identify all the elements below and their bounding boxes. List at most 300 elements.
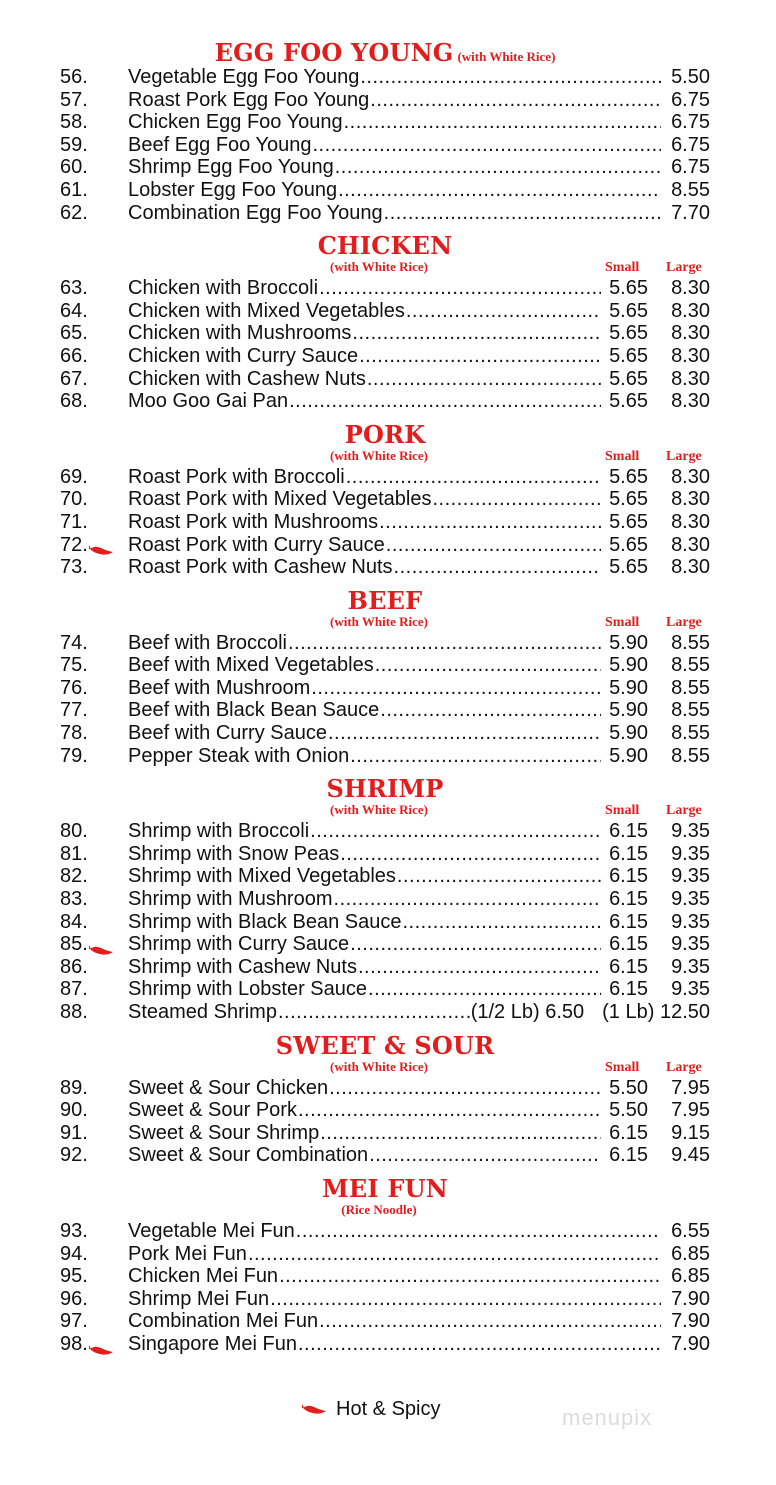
menu-item-row (60, 1265, 710, 1288)
small-column-header: Small (605, 448, 640, 464)
menu-item-row (60, 1243, 710, 1266)
menu-section (60, 419, 710, 579)
item-number (60, 978, 128, 1001)
item-number-text: 92. (60, 1144, 88, 1167)
item-number (60, 466, 128, 489)
item-price: 7.90 (671, 1332, 710, 1355)
item-name: Sweet & Sour Shrimp (128, 1121, 320, 1144)
menu-item-row (60, 1122, 710, 1145)
menu-item-row (60, 933, 710, 956)
small-price: 6.15 (609, 820, 648, 843)
dot-leader (394, 556, 601, 579)
dot-leader (369, 1144, 601, 1167)
small-price: 5.90 (609, 744, 648, 767)
watermark: menupix (562, 1405, 653, 1430)
item-price: 7.90 (671, 1287, 710, 1310)
large-price: 8.55 (671, 744, 710, 767)
section-header (60, 419, 710, 466)
item-name: Shrimp with Broccoli (128, 820, 310, 843)
item-number (60, 1001, 128, 1024)
small-price: 5.65 (609, 367, 648, 390)
menu-item-row (60, 134, 710, 157)
item-name: Roast Pork with Broccoli (128, 465, 345, 488)
half-pound-price: (1/2 Lb) 6.50 (470, 1001, 585, 1023)
item-name: Beef with Mushroom (128, 676, 311, 699)
large-price: 8.55 (671, 699, 710, 722)
item-price: 8.55 (671, 178, 710, 201)
large-price: 8.30 (671, 556, 710, 579)
item-number-text: 93. (60, 1219, 88, 1242)
item-name: Shrimp with Mixed Vegetables (128, 865, 396, 888)
small-price: 5.90 (609, 722, 648, 745)
item-number (60, 1243, 128, 1266)
menu-item-row (60, 699, 710, 722)
small-price: 5.65 (609, 322, 648, 345)
item-name: Sweet & Sour Combination (128, 1144, 369, 1167)
section-header (60, 40, 710, 66)
large-price: 8.30 (671, 390, 710, 413)
item-number-text: 74. (60, 631, 88, 654)
item-number (60, 277, 128, 300)
item-number-text: 60. (60, 156, 88, 179)
menu-item-row (60, 556, 710, 579)
menu-section (60, 1030, 710, 1167)
item-number (60, 345, 128, 368)
item-number (60, 1099, 128, 1122)
menu-item-row (60, 956, 710, 979)
large-price: 9.35 (671, 933, 710, 956)
item-name: Vegetable Egg Foo Young (128, 66, 360, 88)
spicy-legend (302, 1398, 440, 1421)
dot-leader (406, 300, 601, 323)
item-number (60, 956, 128, 979)
menu-item-row (60, 745, 710, 768)
section-title: PORK (344, 419, 426, 449)
menu-item-row (60, 156, 710, 179)
item-name: Beef with Curry Sauce (128, 722, 327, 745)
item-name: Shrimp Mei Fun (128, 1287, 270, 1310)
item-name: Steamed Shrimp (128, 1001, 277, 1023)
item-number-text: 97. (60, 1310, 88, 1333)
large-price: 8.55 (671, 631, 710, 654)
dot-leader (279, 1265, 661, 1288)
item-name: Chicken with Mixed Vegetables (128, 299, 405, 322)
section-title: SWEET & SOUR (275, 1030, 495, 1060)
item-name: Pepper Steak with Onion (128, 744, 350, 767)
item-price: 6.85 (671, 1242, 710, 1265)
item-number (60, 677, 128, 700)
large-column-header: Large (666, 1059, 702, 1075)
dot-leader (298, 1099, 601, 1122)
dot-leader (368, 978, 601, 1001)
item-name: Sweet & Sour Pork (128, 1099, 297, 1122)
small-price: 5.65 (609, 299, 648, 322)
menu-item-row (60, 345, 710, 368)
section-header (60, 1030, 710, 1077)
menu-item-row (60, 1333, 710, 1356)
dot-leader (358, 956, 601, 979)
section-subtitle: (Rice Noodle) (341, 1201, 417, 1217)
dot-leader (397, 865, 601, 888)
legend-text: Hot & Spicy (336, 1398, 441, 1420)
dot-leader (386, 534, 601, 557)
dot-leader (338, 179, 661, 202)
menu-item-row (60, 322, 710, 345)
small-price: 5.50 (609, 1099, 648, 1122)
large-price: 8.30 (671, 367, 710, 390)
item-number (60, 66, 128, 89)
section-title: SHRIMP (326, 774, 444, 804)
small-price: 5.65 (609, 533, 648, 556)
section-title: EGG FOO YOUNG (214, 38, 454, 67)
menu-section (60, 1173, 710, 1356)
dot-leader (346, 466, 601, 489)
large-price: 8.30 (671, 277, 710, 300)
item-price: 6.75 (671, 111, 710, 134)
item-name: Chicken with Cashew Nuts (128, 367, 366, 390)
item-number (60, 1077, 128, 1100)
menu-item-row (60, 1077, 710, 1100)
item-number (60, 933, 128, 956)
large-price: 9.35 (671, 842, 710, 865)
dot-leader (335, 156, 661, 179)
small-price: 5.90 (609, 654, 648, 677)
item-number (60, 511, 128, 534)
dot-leader (352, 322, 601, 345)
item-name: Shrimp with Curry Sauce (128, 933, 350, 956)
small-price: 5.90 (609, 631, 648, 654)
menu-section (60, 776, 710, 1023)
dot-leader (340, 843, 601, 866)
section-title: CHICKEN (317, 231, 453, 261)
menu-item-row (60, 277, 710, 300)
chili-pepper-icon (89, 940, 113, 950)
item-number (60, 888, 128, 911)
menu-item-row (60, 1220, 710, 1243)
small-price: 6.15 (609, 955, 648, 978)
item-number (60, 111, 128, 134)
section-subtitle: (with White Rice) (330, 613, 428, 629)
menu-item-row (60, 179, 710, 202)
item-number-text: 64. (60, 299, 88, 322)
large-price: 9.35 (671, 978, 710, 1001)
item-number-text: 67. (60, 367, 88, 390)
chili-pepper-icon (89, 1340, 113, 1350)
item-number (60, 1288, 128, 1311)
item-name: Chicken with Broccoli (128, 277, 319, 300)
large-price: 8.30 (671, 299, 710, 322)
item-name: Roast Pork with Mixed Vegetables (128, 488, 432, 511)
menu-item-row (60, 511, 710, 534)
small-price: 6.15 (609, 888, 648, 911)
dot-leader (320, 1122, 601, 1145)
small-price: 5.65 (609, 488, 648, 511)
item-number-text: 62. (60, 201, 88, 224)
section-header (60, 776, 710, 820)
item-number-text: 95. (60, 1265, 88, 1288)
small-price: 6.15 (609, 842, 648, 865)
item-number-text: 96. (60, 1287, 88, 1310)
item-price: 7.90 (671, 1310, 710, 1333)
menu-item-row (60, 488, 710, 511)
item-number (60, 1265, 128, 1288)
small-price: 6.15 (609, 1144, 648, 1167)
item-name: Roast Pork with Curry Sauce (128, 533, 385, 556)
small-price: 5.65 (609, 465, 648, 488)
item-price: 6.75 (671, 133, 710, 156)
menu-item-row (60, 654, 710, 677)
dot-leader (298, 1333, 661, 1356)
dot-leader (367, 368, 601, 391)
item-number-text: 66. (60, 344, 88, 367)
menu-item-row (60, 1310, 710, 1333)
section-header (60, 585, 710, 632)
item-number (60, 820, 128, 843)
item-name: Shrimp with Cashew Nuts (128, 955, 357, 978)
large-price: 8.55 (671, 676, 710, 699)
item-name: Chicken with Curry Sauce (128, 344, 359, 367)
item-name: Chicken Mei Fun (128, 1265, 279, 1288)
small-price: 5.50 (609, 1076, 648, 1099)
item-number (60, 390, 128, 413)
item-number (60, 322, 128, 345)
menu-item-row (60, 111, 710, 134)
menu-item-row (60, 722, 710, 745)
item-number (60, 1333, 128, 1356)
item-name: Moo Goo Gai Pan (128, 390, 289, 413)
item-number (60, 89, 128, 112)
full-pound-price: (1 Lb) 12.50 (602, 1001, 710, 1023)
dot-leader (310, 820, 601, 843)
item-name: Singapore Mei Fun (128, 1332, 297, 1355)
section-subtitle: (with White Rice) (330, 1058, 428, 1074)
menu-item-row (60, 911, 710, 934)
chili-pepper-icon (302, 1404, 328, 1416)
large-price: 9.45 (671, 1144, 710, 1167)
item-number-text: 91. (60, 1121, 88, 1144)
item-number-text: 58. (60, 111, 88, 134)
item-number (60, 745, 128, 768)
item-number (60, 556, 128, 579)
chili-pepper-icon (89, 540, 113, 550)
item-number-text: 56. (60, 66, 88, 88)
dot-leader (402, 911, 601, 934)
small-price: 5.65 (609, 510, 648, 533)
item-number-text: 65. (60, 322, 88, 345)
small-column-header: Small (605, 803, 640, 819)
item-name: Beef with Mixed Vegetables (128, 654, 374, 677)
item-name: Beef Egg Foo Young (128, 133, 312, 156)
section-subtitle: (with White Rice) (457, 49, 556, 64)
item-number-text: 59. (60, 133, 88, 156)
menu-item-row (60, 368, 710, 391)
dot-leader (370, 89, 661, 112)
dot-leader (375, 654, 601, 677)
menu-item-row (60, 843, 710, 866)
large-price: 8.55 (671, 722, 710, 745)
item-number (60, 1122, 128, 1145)
dot-leader (288, 632, 601, 655)
item-number-text: 69. (60, 465, 88, 488)
item-number-text: 57. (60, 88, 88, 111)
small-price: 5.65 (609, 556, 648, 579)
item-number (60, 843, 128, 866)
menu-item-row (60, 1288, 710, 1311)
dot-leader (360, 66, 661, 89)
item-name: Chicken with Mushrooms (128, 322, 352, 345)
dot-leader (380, 699, 601, 722)
item-number-text: 72. (60, 533, 88, 556)
dot-leader (328, 722, 601, 745)
menu-item-row (60, 820, 710, 843)
menu-item-row (60, 66, 710, 89)
item-name: Shrimp with Lobster Sauce (128, 978, 368, 1001)
dot-leader (319, 277, 601, 300)
item-name: Combination Egg Foo Young (128, 201, 383, 224)
small-price: 5.90 (609, 699, 648, 722)
small-price: 6.15 (609, 910, 648, 933)
menu-item-row (60, 978, 710, 1001)
item-number (60, 534, 128, 557)
menu-item-row (60, 865, 710, 888)
large-column-header: Large (666, 803, 702, 819)
item-price: 6.75 (671, 88, 710, 111)
dot-leader (350, 745, 601, 768)
item-name: Combination Mei Fun (128, 1310, 319, 1333)
item-name: Roast Pork with Mushrooms (128, 510, 379, 533)
item-number-text: 76. (60, 676, 88, 699)
dot-leader (289, 390, 601, 413)
small-price: 6.15 (609, 933, 648, 956)
menu-item-row (60, 390, 710, 413)
small-price: 5.65 (609, 277, 648, 300)
item-number (60, 300, 128, 323)
item-name: Beef with Black Bean Sauce (128, 699, 380, 722)
item-name: Beef with Broccoli (128, 631, 287, 654)
menu-item-row (60, 677, 710, 700)
item-price: 6.55 (671, 1219, 710, 1242)
small-price: 6.15 (609, 978, 648, 1001)
section-title: MEI FUN (322, 1173, 448, 1203)
item-number (60, 722, 128, 745)
item-number-text: 94. (60, 1242, 88, 1265)
item-number-text: 78. (60, 722, 88, 745)
small-price: 5.90 (609, 676, 648, 699)
small-column-header: Small (605, 1059, 640, 1075)
item-number (60, 134, 128, 157)
menu-item-row (60, 1144, 710, 1167)
small-column-header: Small (605, 260, 640, 276)
large-price: 8.30 (671, 344, 710, 367)
menu-page (60, 40, 710, 1365)
item-name: Vegetable Mei Fun (128, 1219, 295, 1242)
section-title: BEEF (347, 585, 423, 615)
large-price: 9.35 (671, 820, 710, 843)
large-price: 8.55 (671, 654, 710, 677)
small-column-header: Small (605, 614, 640, 630)
large-price: 9.35 (671, 865, 710, 888)
menu-item-row (60, 888, 710, 911)
item-name: Roast Pork Egg Foo Young (128, 88, 370, 111)
item-number-text: 77. (60, 699, 88, 722)
item-name: Shrimp with Mushroom (128, 888, 333, 911)
dot-leader (296, 1220, 661, 1243)
small-price: 5.65 (609, 390, 648, 413)
menu-item-row (60, 466, 710, 489)
dot-leader (270, 1288, 661, 1311)
item-name: Pork Mei Fun (128, 1242, 247, 1265)
item-number (60, 1310, 128, 1333)
large-price: 9.35 (671, 955, 710, 978)
item-name: Chicken Egg Foo Young (128, 111, 343, 134)
item-number-text: 61. (60, 178, 88, 201)
dot-leader (334, 888, 601, 911)
item-number-text: 71. (60, 510, 88, 533)
dot-leader (329, 1077, 601, 1100)
item-number-text: 63. (60, 277, 88, 300)
menu-item-row (60, 202, 710, 225)
dot-leader (384, 202, 661, 225)
item-number-text: 89. (60, 1076, 88, 1099)
small-price: 6.15 (609, 1121, 648, 1144)
menu-item-row (60, 1099, 710, 1122)
item-number (60, 699, 128, 722)
large-price: 8.30 (671, 488, 710, 511)
item-number-text: 82. (60, 865, 88, 888)
item-name: Lobster Egg Foo Young (128, 178, 338, 201)
item-number-text: 85. (60, 933, 88, 956)
item-number-text: 98. (60, 1332, 88, 1355)
menu-section (60, 585, 710, 768)
large-column-header: Large (666, 448, 702, 464)
item-price: 5.50 (671, 66, 710, 88)
item-number-text: 75. (60, 654, 88, 677)
item-number-text: 86. (60, 955, 88, 978)
menu-item-row (60, 632, 710, 655)
item-price: 6.75 (671, 156, 710, 179)
item-name: Shrimp with Snow Peas (128, 842, 340, 865)
item-name: Sweet & Sour Chicken (128, 1076, 329, 1099)
item-number (60, 368, 128, 391)
item-number-text: 88. (60, 1001, 88, 1023)
large-price: 7.95 (671, 1099, 710, 1122)
large-price: 8.30 (671, 465, 710, 488)
large-column-header: Large (666, 260, 702, 276)
large-price: 9.15 (671, 1121, 710, 1144)
section-header (60, 233, 710, 277)
item-number-text: 90. (60, 1099, 88, 1122)
dot-leader (379, 511, 601, 534)
item-number-text: 79. (60, 744, 88, 767)
large-column-header: Large (666, 614, 702, 630)
section-subtitle: (with White Rice) (330, 802, 428, 818)
item-price: 7.70 (671, 201, 710, 224)
item-name: Shrimp Egg Foo Young (128, 156, 334, 179)
item-number-text: 84. (60, 910, 88, 933)
item-number (60, 632, 128, 655)
item-number (60, 156, 128, 179)
item-number-text: 68. (60, 390, 88, 413)
small-price: 6.15 (609, 865, 648, 888)
menu-section (60, 40, 710, 224)
dot-leader (248, 1243, 661, 1266)
section-header (60, 1173, 710, 1220)
dot-leader (359, 345, 601, 368)
item-number (60, 1220, 128, 1243)
item-number-text: 83. (60, 888, 88, 911)
item-number (60, 488, 128, 511)
dot-leader (433, 488, 602, 511)
